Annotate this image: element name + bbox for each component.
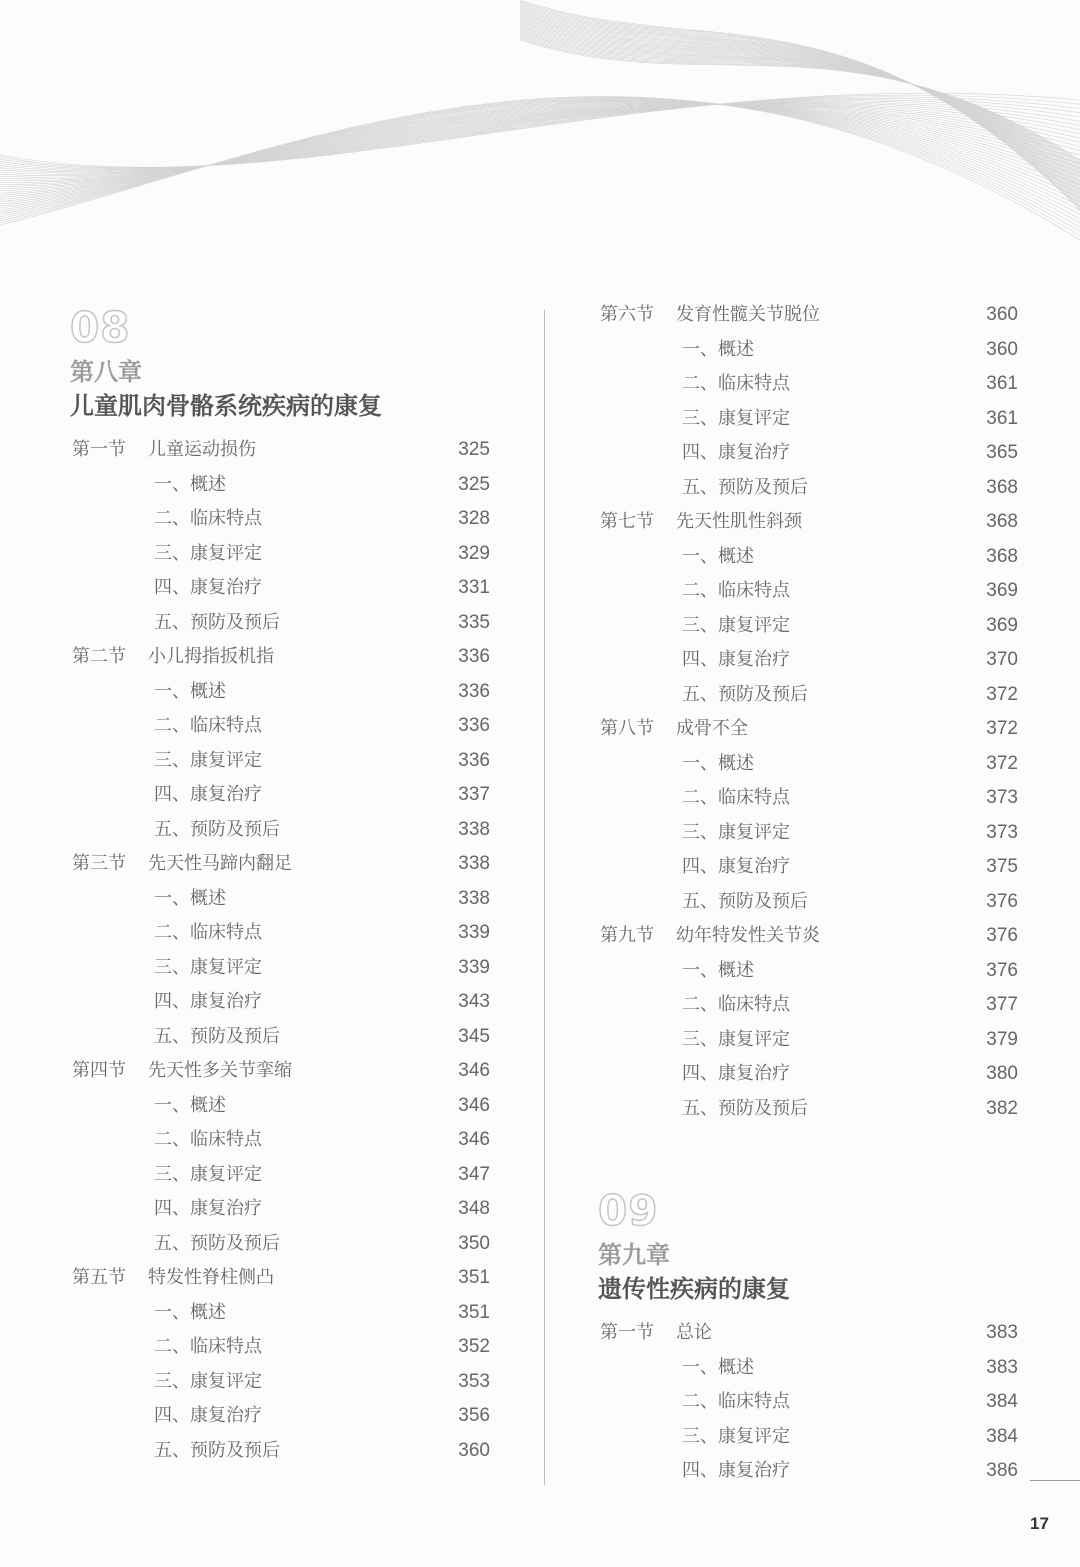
toc-subsection-entry[interactable] [598,1092,1018,1127]
toc-section-entry[interactable] [70,847,490,882]
toc-subsection-entry[interactable] [598,850,1018,885]
toc-subsection-entry[interactable] [598,574,1018,609]
section-title: 儿童运动损伤 [148,439,256,460]
toc-subsection-entry[interactable] [70,468,490,503]
subsection-page-number: 336 [458,749,490,771]
subsection-page-number: 339 [458,956,490,978]
subsection-page-number: 376 [986,959,1018,981]
toc-subsection-entry[interactable] [598,540,1018,575]
subsection-label: 二、临床特点 [682,787,790,808]
toc-subsection-entry[interactable] [70,709,490,744]
section-label: 第一节 [600,1322,654,1343]
subsection-label: 一、概述 [682,338,754,360]
toc-subsection-entry[interactable] [598,988,1018,1023]
toc-subsection-entry[interactable] [598,1385,1018,1420]
subsection-label: 五、预防及预后 [154,1439,280,1461]
toc-section-entry[interactable] [598,919,1018,954]
chapter-title: 遗传性疾病的康复 [598,1274,790,1303]
subsection-page-number: 338 [458,818,490,840]
toc-section-entry[interactable] [70,640,490,675]
subsection-label: 四、康复治疗 [154,784,262,805]
toc-subsection-entry[interactable] [70,882,490,917]
toc-subsection-entry[interactable] [598,609,1018,644]
section-page-number: 346 [458,1060,490,1081]
toc-subsection-entry[interactable] [598,781,1018,816]
subsection-page-number: 383 [986,1356,1018,1378]
toc-subsection-entry[interactable] [598,402,1018,437]
toc-section-entry[interactable] [70,433,490,468]
toc-subsection-entry[interactable] [70,606,490,641]
subsection-label: 三、康复评定 [154,956,262,978]
chapter-title: 儿童肌肉骨骼系统疾病的康复 [70,391,382,420]
section-title: 成骨不全 [676,718,748,739]
subsection-page-number: 336 [458,715,490,736]
column-divider [544,310,545,1485]
subsection-page-number: 329 [458,542,490,564]
subsection-label: 四、康复治疗 [154,577,262,598]
subsection-label: 二、临床特点 [154,1129,262,1150]
toc-subsection-entry[interactable] [70,813,490,848]
toc-subsection-entry[interactable] [598,1057,1018,1092]
toc-subsection-entry[interactable] [70,1365,490,1400]
subsection-page-number: 379 [986,1028,1018,1050]
subsection-page-number: 360 [986,338,1018,360]
toc-subsection-entry[interactable] [70,1296,490,1331]
subsection-label: 五、预防及预后 [682,476,808,498]
subsection-page-number: 353 [458,1370,490,1392]
subsection-page-number: 368 [986,545,1018,567]
toc-subsection-entry[interactable] [598,436,1018,471]
subsection-page-number: 386 [986,1460,1018,1481]
subsection-label: 一、概述 [682,959,754,981]
section-label: 第六节 [600,304,654,325]
subsection-label: 四、康复治疗 [682,856,790,877]
section-page-number: 368 [986,511,1018,532]
toc-subsection-entry[interactable] [598,643,1018,678]
section-page-number: 383 [986,1322,1018,1343]
subsection-page-number: 375 [986,856,1018,877]
section-page-number: 325 [458,439,490,460]
toc-subsection-entry[interactable] [598,1351,1018,1386]
subsection-label: 四、康复治疗 [682,649,790,670]
subsection-label: 二、临床特点 [682,373,790,394]
subsection-label: 五、预防及预后 [154,1232,280,1254]
toc-subsection-entry[interactable] [70,744,490,779]
subsection-page-number: 335 [458,611,490,633]
subsection-page-number: 365 [986,442,1018,463]
subsection-label: 二、临床特点 [682,580,790,601]
section-title: 先天性肌性斜颈 [676,511,802,532]
toc-section-entry[interactable] [598,1316,1018,1351]
subsection-page-number: 347 [458,1163,490,1185]
subsection-label: 二、临床特点 [154,508,262,529]
subsection-page-number: 377 [986,994,1018,1015]
subsection-label: 三、康复评定 [154,749,262,771]
subsection-label: 一、概述 [154,1301,226,1323]
section-page-number: 338 [458,853,490,874]
toc-subsection-entry[interactable] [598,1023,1018,1058]
subsection-label: 三、康复评定 [682,1425,790,1447]
toc-subsection-entry[interactable] [70,1227,490,1262]
toc-subsection-entry[interactable] [70,916,490,951]
toc-subsection-entry[interactable] [598,885,1018,920]
toc-subsection-entry[interactable] [598,333,1018,368]
toc-subsection-entry[interactable] [70,1192,490,1227]
section-title: 发育性髋关节脱位 [676,304,820,325]
subsection-label: 一、概述 [682,1356,754,1378]
subsection-label: 五、预防及预后 [154,611,280,633]
subsection-label: 二、临床特点 [682,994,790,1015]
section-label: 第七节 [600,511,654,532]
toc-subsection-entry[interactable] [598,471,1018,506]
subsection-label: 三、康复评定 [154,542,262,564]
toc-subsection-entry[interactable] [70,502,490,537]
toc-subsection-entry[interactable] [70,537,490,572]
subsection-label: 一、概述 [154,887,226,909]
section-page-number: 336 [458,646,490,667]
subsection-label: 四、康复治疗 [154,991,262,1012]
subsection-page-number: 361 [986,373,1018,394]
section-label: 第五节 [72,1267,126,1288]
subsection-label: 二、临床特点 [154,922,262,943]
subsection-label: 一、概述 [154,1094,226,1116]
subsection-page-number: 339 [458,922,490,943]
section-page-number: 372 [986,718,1018,739]
subsection-page-number: 384 [986,1391,1018,1412]
subsection-label: 四、康复治疗 [682,1063,790,1084]
toc-subsection-entry[interactable] [70,1330,490,1365]
subsection-label: 四、康复治疗 [682,442,790,463]
section-title: 特发性脊柱侧凸 [148,1267,274,1288]
toc-subsection-entry[interactable] [70,985,490,1020]
toc-subsection-entry[interactable] [598,678,1018,713]
section-title: 小儿拇指扳机指 [148,646,274,667]
toc-section-entry[interactable] [598,712,1018,747]
toc-subsection-entry[interactable] [70,1399,490,1434]
toc-subsection-entry[interactable] [598,1420,1018,1455]
toc-subsection-entry[interactable] [70,675,490,710]
subsection-label: 一、概述 [154,473,226,495]
section-label: 第三节 [72,853,126,874]
toc-subsection-entry[interactable] [70,1158,490,1193]
page-number: 17 [1030,1514,1049,1533]
section-title: 先天性马蹄内翻足 [148,853,292,874]
subsection-page-number: 369 [986,580,1018,601]
subsection-label: 二、临床特点 [154,1336,262,1357]
chapter-header [70,305,490,423]
toc-subsection-entry[interactable] [598,816,1018,851]
subsection-page-number: 368 [986,476,1018,498]
toc-subsection-entry[interactable] [70,571,490,606]
section-title: 总论 [676,1322,712,1343]
subsection-page-number: 384 [986,1425,1018,1447]
subsection-page-number: 373 [986,787,1018,808]
toc-subsection-entry[interactable] [70,1123,490,1158]
subsection-page-number: 331 [458,577,490,598]
section-label: 第一节 [72,439,126,460]
toc-section-entry[interactable] [70,1261,490,1296]
subsection-page-number: 369 [986,614,1018,636]
subsection-page-number: 328 [458,508,490,529]
toc-subsection-entry[interactable] [598,954,1018,989]
subsection-label: 三、康复评定 [682,614,790,636]
chapter-label: 第九章 [598,1240,670,1269]
subsection-page-number: 352 [458,1336,490,1357]
subsection-label: 一、概述 [154,680,226,702]
subsection-page-number: 351 [458,1301,490,1323]
subsection-page-number: 346 [458,1129,490,1150]
subsection-label: 三、康复评定 [682,407,790,429]
toc-section-entry[interactable] [598,298,1018,333]
subsection-label: 三、康复评定 [154,1370,262,1392]
subsection-label: 五、预防及预后 [154,818,280,840]
toc-subsection-entry[interactable] [598,1454,1018,1489]
subsection-page-number: 325 [458,473,490,495]
section-page-number: 376 [986,925,1018,946]
subsection-page-number: 372 [986,752,1018,774]
toc-subsection-entry[interactable] [70,1089,490,1124]
toc-subsection-entry[interactable] [70,1434,490,1469]
subsection-label: 二、临床特点 [154,715,262,736]
section-page-number: 351 [458,1267,490,1288]
section-label: 第二节 [72,646,126,667]
subsection-label: 四、康复治疗 [154,1405,262,1426]
subsection-page-number: 336 [458,680,490,702]
toc-subsection-entry[interactable] [70,1020,490,1055]
subsection-page-number: 337 [458,784,490,805]
toc-left-column [70,305,490,1468]
subsection-page-number: 348 [458,1198,490,1219]
subsection-page-number: 380 [986,1063,1018,1084]
subsection-page-number: 370 [986,649,1018,670]
section-page-number: 360 [986,304,1018,325]
chapter-header [598,1188,1018,1306]
section-title: 先天性多关节挛缩 [148,1060,292,1081]
subsection-page-number: 382 [986,1097,1018,1119]
subsection-label: 一、概述 [682,752,754,774]
chapter-label: 第八章 [70,357,142,386]
section-label: 第九节 [600,925,654,946]
subsection-page-number: 360 [458,1439,490,1461]
toc-section-entry[interactable] [70,1054,490,1089]
subsection-page-number: 345 [458,1025,490,1047]
subsection-label: 五、预防及预后 [682,890,808,912]
subsection-page-number: 356 [458,1405,490,1426]
subsection-page-number: 343 [458,991,490,1012]
toc-subsection-entry[interactable] [70,951,490,986]
section-title: 幼年特发性关节炎 [676,925,820,946]
toc-subsection-entry[interactable] [70,778,490,813]
subsection-label: 一、概述 [682,545,754,567]
folio-rule [1030,1480,1080,1481]
subsection-page-number: 372 [986,683,1018,705]
subsection-page-number: 373 [986,821,1018,843]
subsection-label: 三、康复评定 [682,1028,790,1050]
section-label: 第四节 [72,1060,126,1081]
section-label: 第八节 [600,718,654,739]
subsection-label: 五、预防及预后 [154,1025,280,1047]
chapter-number: 08 [70,303,131,352]
subsection-page-number: 376 [986,890,1018,912]
decorative-wave-lines [0,0,1080,240]
subsection-page-number: 338 [458,887,490,909]
subsection-label: 三、康复评定 [154,1163,262,1185]
toc-section-entry[interactable] [598,505,1018,540]
chapter-number: 09 [598,1186,659,1235]
subsection-label: 四、康复治疗 [154,1198,262,1219]
subsection-page-number: 361 [986,407,1018,429]
subsection-label: 二、临床特点 [682,1391,790,1412]
subsection-page-number: 346 [458,1094,490,1116]
subsection-label: 五、预防及预后 [682,683,808,705]
toc-subsection-entry[interactable] [598,367,1018,402]
subsection-page-number: 350 [458,1232,490,1254]
subsection-label: 三、康复评定 [682,821,790,843]
toc-right-column [598,298,1018,1489]
toc-subsection-entry[interactable] [598,747,1018,782]
subsection-label: 四、康复治疗 [682,1460,790,1481]
subsection-label: 五、预防及预后 [682,1097,808,1119]
